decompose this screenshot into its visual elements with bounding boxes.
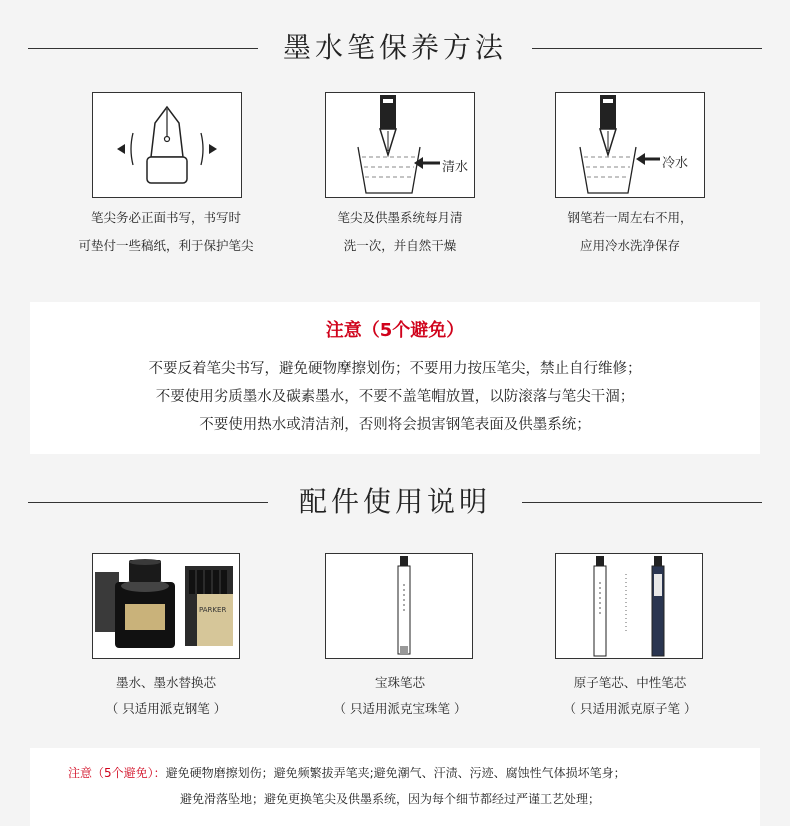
care-caption-2-line2: 洗一次，并自然干燥 [343, 238, 457, 253]
header2-right-rule [522, 502, 762, 503]
care-caption-3 [515, 204, 745, 260]
bottom-notice-text-2: 避免滑落坠地；避免更换笔尖及供墨系统，因为每个细节都经过严谨工艺处理； [180, 792, 601, 806]
cup-pen-clean-icon [326, 93, 474, 197]
care-caption-2-line1: 笔尖及供墨系统每月清 [337, 210, 463, 225]
care-caption-3-line2: 应用冷水洗净保存 [579, 238, 680, 253]
header-right-rule [532, 48, 762, 49]
care-image-nib [92, 92, 242, 198]
bottom-notice-panel [30, 748, 760, 826]
notice-panel [30, 302, 760, 454]
accessory-image-ink [92, 553, 240, 659]
nib-direction-icon [93, 93, 241, 197]
bottom-notice-label: 注意（5个避免）： [68, 766, 166, 780]
accessory-3-note: （ 只适用派克原子笔 ） [563, 701, 697, 716]
rollerball-refill-icon [326, 554, 472, 658]
care-caption-2 [285, 204, 515, 260]
care-section-title: 墨水笔保养方法 [282, 31, 507, 64]
ballpoint-gel-refills-icon [556, 554, 702, 658]
care-section-header [0, 28, 790, 68]
bottom-notice-text-1: 避免硬物磨擦划伤；避免频繁拔弄笔夹;避免潮气、汗渍、污迹、腐蚀性气体损坏笔身； [165, 766, 626, 780]
care-caption-1 [51, 204, 281, 260]
care-caption-1-line1: 笔尖务必正面书写，书写时 [90, 210, 241, 225]
accessory-1-note: （ 只适用派克钢笔 ） [105, 701, 227, 716]
parker-brand-text: PARKER [199, 606, 227, 614]
accessory-1-name: 墨水、墨水替换芯 [115, 675, 216, 690]
notice-line-2: 不要使用劣质墨水及碳素墨水，不要不盖笔帽放置，以防滚落与笔尖干涸； [155, 389, 635, 405]
accessory-image-rollerball-refill [325, 553, 473, 659]
accessory-2-note: （ 只适用派克宝珠笔 ） [333, 701, 467, 716]
care-caption-1-line2: 可垫付一些稿纸，利于保护笔尖 [78, 238, 254, 253]
accessories-section-header [0, 482, 790, 522]
bottom-notice-line-2 [180, 788, 600, 810]
notice-title: 注意（5个避免） [325, 320, 465, 341]
care-image-clean-water [325, 92, 475, 198]
care-image-cold-water [555, 92, 705, 198]
accessory-3-name: 原子笔芯、中性笔芯 [573, 675, 687, 690]
cold-water-label: 冷水 [662, 156, 689, 171]
accessory-caption-3 [515, 669, 745, 723]
notice-line-1: 不要反着笔尖书写，避免硬物摩擦划伤；不要用力按压笔尖，禁止自行维修； [148, 361, 642, 377]
accessory-caption-2 [285, 669, 515, 723]
care-caption-3-line1: 钢笔若一周左右不用， [567, 210, 693, 225]
accessories-section-title: 配件使用说明 [298, 485, 491, 518]
accessory-caption-1 [51, 669, 281, 723]
accessory-image-ballpoint-gel-refills [555, 553, 703, 659]
accessory-2-name: 宝珠笔芯 [374, 675, 425, 690]
cup-pen-cold-icon [556, 93, 704, 197]
notice-line-3: 不要使用热水或清洁剂，否则将会损害钢笔表面及供墨系统； [199, 417, 591, 433]
clean-water-label: 清水 [442, 160, 469, 175]
bottom-notice-line-1 [68, 762, 626, 784]
